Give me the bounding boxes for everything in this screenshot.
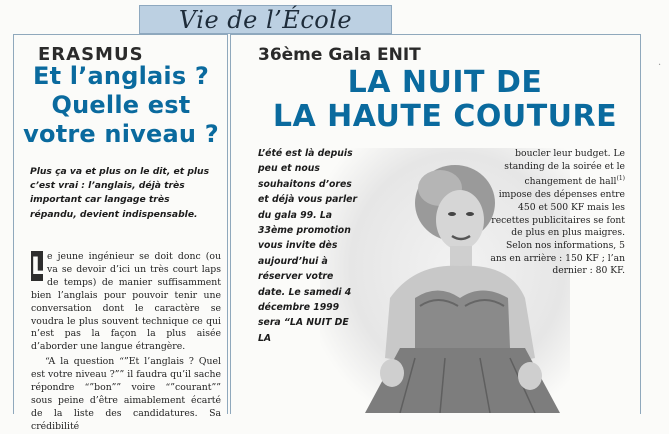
footnote-marker: (1) [616, 175, 625, 183]
right-headline-line1: LA NUIT DE [347, 65, 543, 100]
left-headline-line1: Et l’anglais ? [32, 62, 210, 90]
left-intro: Plus ça va et plus on le dit, et plus c’est vrai : l’anglais, déjà très important car langage très répandu, devient indispensable. [30, 166, 210, 220]
right-kicker: 36ème Gala ENIT [258, 45, 421, 65]
right-headline [270, 66, 620, 134]
left-headline [18, 62, 224, 149]
left-headline-line3: votre niveau ? [23, 120, 219, 148]
right-intro: L’été est là depuis peu et nous souhaitons d’ores et déjà vous parler du gala 99. La 33ème promotion vous invite dès aujourd’hui à réserver votre date. Le samedi 4 décembre 1999 sera “LA NUIT DE LA [258, 148, 358, 344]
right-body-text-a: boucler leur budget. Le standing de la soirée et le changement de hall [504, 148, 625, 188]
right-body-text-b: impose des dépenses entre 450 et 500 KF mais les recettes publicitaires se font de plus en plus maigres. Selon nos informations, 5 ans en arrière : 150 KF ; l’an dernier : 80 KF. [490, 189, 625, 277]
margin-mark: · [658, 60, 662, 71]
section-banner: Vie de l’École [139, 5, 392, 34]
right-body-column [490, 148, 625, 278]
left-body-paragraph-1: e jeune ingénieur se doit donc (ou va se devoir d’ici un très court laps de temps) de manier suffisamment bien l’anglais pour pouvoir tenir une conversation dont le caractère se voudra le plus souvent technique ce qui n’est pas la façon la plus aisée d’aborder une langue étrangère. [31, 251, 221, 353]
left-body [31, 251, 221, 434]
left-kicker: ERASMUS [38, 44, 144, 65]
left-body-paragraph-2: “A la question “”Et l’anglais ? Quel est votre niveau ?”” il faudra qu’il sache répondre “”bon”” voire “”courant”” sous peine d’être aimablement écarté de la liste des candidatures. Sa crédibilité [31, 356, 221, 432]
left-headline-line2: Quelle est [51, 91, 191, 119]
drop-cap: L [31, 252, 47, 280]
right-headline-line2: LA HAUTE COUTURE [272, 99, 618, 134]
